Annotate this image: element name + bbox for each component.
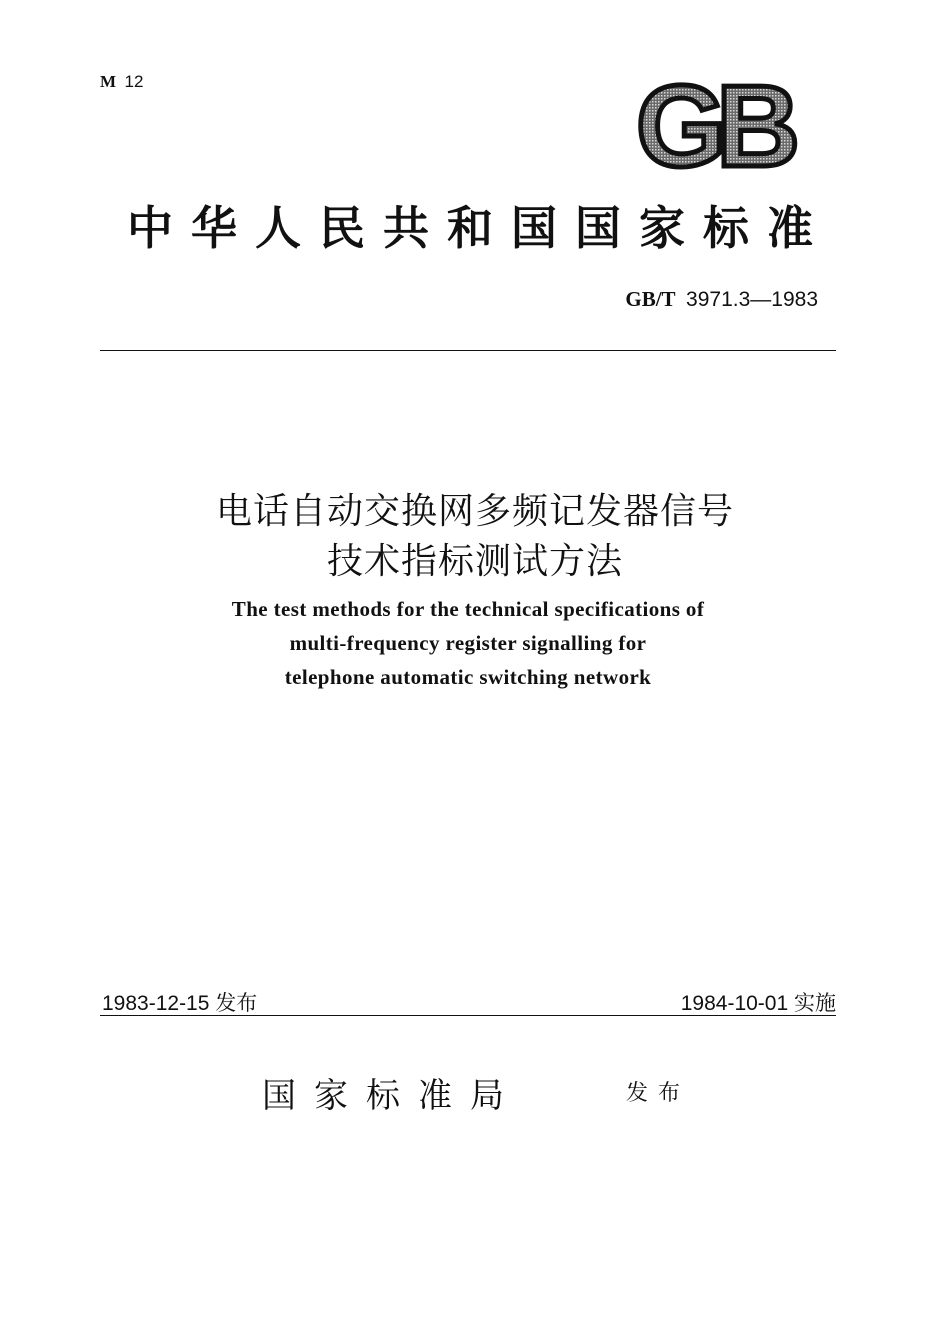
national-standard-title-char: 人 [255,202,301,254]
national-standard-title-char: 中 [127,202,173,254]
title-cn-line-2: 技术指标测试方法 [326,541,623,582]
issuer-suffix: 发布 [626,1081,691,1106]
national-standard-title-char: 家 [639,202,685,254]
footer-rule [100,1015,836,1016]
standard-number-value: 3971.3—1983 [686,288,818,311]
header-rule [100,350,836,351]
title-cn-line-1: 电话自动交换网多频记发器信号 [215,491,734,532]
national-standard-title-char: 国 [511,202,557,254]
gb-logo [634,68,828,172]
issuer: 国家标准局 [262,1076,522,1116]
national-standard-title-char: 准 [767,202,813,254]
classification-code [100,72,143,92]
national-standard-title-char: 共 [383,202,429,254]
classification-letter: M [100,72,117,91]
classification-number: 12 [124,72,144,91]
national-standard-title-char: 国 [575,202,621,254]
gb-logo-graphic [634,68,828,172]
gb-logo-letters: GB [636,68,790,172]
standard-number [625,287,818,312]
title-en-line-3: telephone automatic switching network [284,665,652,689]
national-standard-title-char: 华 [191,202,237,254]
title-en-line-2: multi-frequency register signalling for [289,631,647,655]
national-standard-title-char: 标 [703,202,749,254]
issue-date: 1983-12-15 发布 [102,992,258,1015]
standard-prefix: GB/T [625,287,676,311]
title-en-line-1: The test methods for the technical specifications of [231,597,705,621]
national-standard-title [120,192,820,252]
implementation-date: 1984-10-01 实施 [680,992,836,1015]
national-standard-title-char: 民 [319,202,365,254]
national-standard-title-char: 和 [447,202,493,254]
